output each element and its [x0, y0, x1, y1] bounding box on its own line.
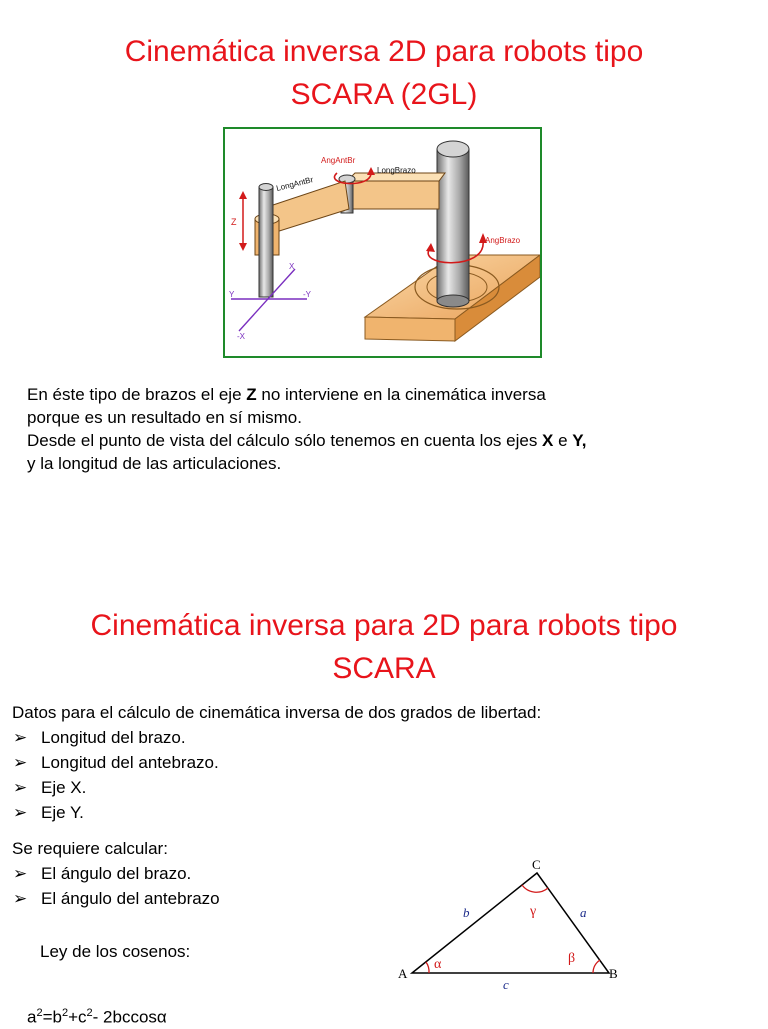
vertex-b-label: B: [609, 966, 618, 981]
gamma-arc: [522, 885, 548, 892]
z-axis-arrow: [239, 191, 247, 251]
side-c-label: c: [503, 977, 509, 992]
side-b-label: b: [463, 905, 470, 920]
label-z: Z: [231, 217, 237, 227]
list-item: ➢ Longitud del brazo.: [12, 725, 541, 750]
list-item: ➢ Eje Y.: [12, 800, 541, 825]
slide1-title-line2: SCARA (2GL): [290, 78, 478, 111]
required-intro: Se requiere calcular:: [12, 839, 168, 858]
list-item: ➢ Eje X.: [12, 775, 541, 800]
scara-robot-drawing: [225, 129, 540, 356]
side-a-label: a: [580, 905, 587, 920]
list-item: ➢ Longitud del antebrazo.: [12, 750, 541, 775]
label-ang-brazo: AngBrazo: [485, 236, 521, 245]
para-line-4: y la longitud de las articulaciones.: [27, 454, 282, 473]
para-line-3: Desde el punto de vista del cálculo sólo tenemos en cuenta los ejes X e Y,: [27, 431, 587, 450]
list-item: ➢ El ángulo del antebrazo: [12, 886, 220, 911]
arrow-bullet-icon: ➢: [13, 889, 28, 908]
vertex-c-label: C: [532, 857, 541, 872]
label-ang-ant-br: AngAntBr: [321, 156, 356, 165]
slide1-title-line1: Cinemática inversa 2D para robots tipo: [124, 35, 644, 68]
alpha-arc: [426, 962, 429, 973]
arrow-bullet-icon: ➢: [13, 778, 28, 797]
slide2-title-line2: SCARA: [332, 652, 436, 685]
label-long-brazo: LongBrazo: [377, 166, 416, 175]
vertex-a-label: A: [398, 966, 408, 981]
end-effector-rod: [259, 184, 273, 298]
label-neg-x: -X: [237, 332, 245, 341]
para-line-1: En éste tipo de brazos el eje Z no interviene en la cinemática inversa: [27, 385, 546, 404]
triangle-shape: [412, 873, 609, 973]
label-neg-y: -Y: [303, 290, 311, 299]
arrow-bullet-icon: ➢: [13, 753, 28, 772]
beta-arc: [593, 960, 600, 973]
triangle-diagram: [395, 855, 635, 995]
slide1-paragraph: [27, 383, 747, 475]
slide2-title: [0, 604, 768, 690]
para-line-2: porque es un resultado en sí mismo.: [27, 408, 302, 427]
label-y: Y: [229, 290, 235, 299]
upper-arm: [347, 173, 445, 209]
label-long-ant-br: LongAntBr: [275, 175, 315, 193]
arrow-bullet-icon: ➢: [13, 728, 28, 747]
list-item: ➢ El ángulo del brazo.: [12, 861, 220, 886]
required-list-block: [12, 836, 220, 911]
arrow-bullet-icon: ➢: [13, 803, 28, 822]
data-list-block: [12, 700, 541, 825]
beta-label: β: [568, 951, 576, 966]
scara-robot-figure: [223, 127, 542, 358]
data-list: [12, 725, 541, 825]
data-intro: Datos para el cálculo de cinemática inversa de dos grados de libertad:: [12, 703, 542, 722]
alpha-label: α: [434, 957, 442, 972]
law-of-cosines-label: Ley de los cosenos:: [40, 942, 191, 961]
label-x: X: [289, 262, 295, 271]
gamma-label: γ: [530, 904, 537, 919]
slide1-title: [0, 30, 768, 116]
slide2-title-line1: Cinemática inversa para 2D para robots tipo: [90, 609, 678, 642]
main-column: [437, 141, 469, 307]
arrow-bullet-icon: ➢: [13, 864, 28, 883]
cosine-formula: $a^2=b^2+c^2-$ 2bccosα: [27, 1007, 167, 1027]
required-list: [12, 861, 220, 911]
